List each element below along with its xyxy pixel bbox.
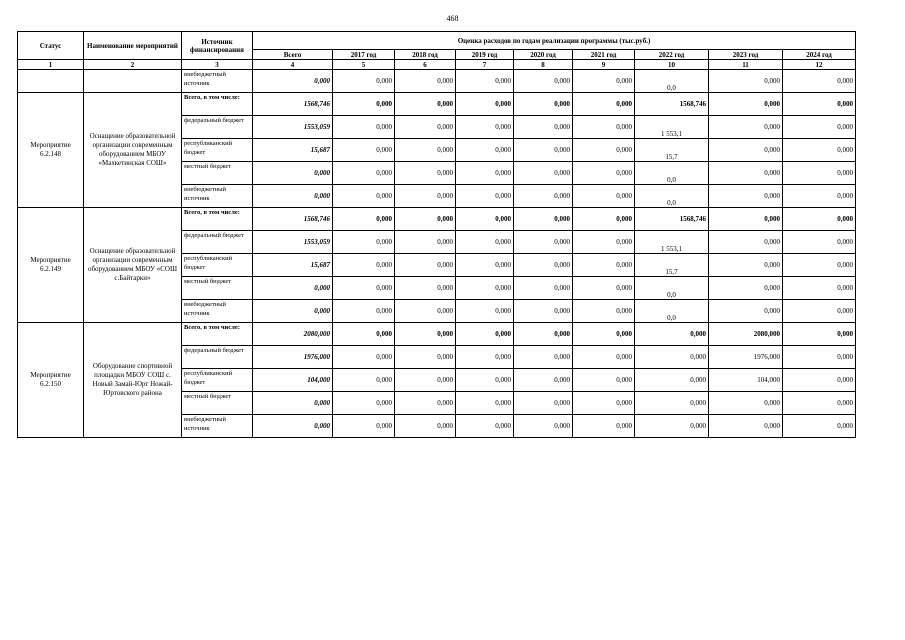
- value-cell: 0,000: [456, 93, 514, 116]
- value-cell: 0,000: [333, 116, 395, 139]
- total-cell: 15,687: [253, 254, 333, 277]
- value-cell: 0,000: [395, 139, 456, 162]
- value-cell: 0,000: [783, 231, 856, 254]
- value-cell: 0,000: [456, 415, 514, 438]
- value-cell: 104,000: [709, 369, 783, 392]
- header-year: 2021 год: [573, 50, 635, 60]
- source-cell: Всего, в том числе:: [182, 208, 253, 231]
- value-cell: 0,000: [456, 346, 514, 369]
- source-cell: местный бюджет: [182, 392, 253, 415]
- value-cell: 0,000: [573, 70, 635, 93]
- event-cell: [84, 70, 182, 93]
- value-cell: 0,000: [395, 208, 456, 231]
- value-cell: 0,000: [635, 392, 709, 415]
- value-cell: 0,000: [395, 277, 456, 300]
- total-cell: 1568,746: [253, 93, 333, 116]
- value-cell: 0,000: [783, 369, 856, 392]
- value-cell: 0,000: [395, 70, 456, 93]
- value-cell: 0,000: [395, 254, 456, 277]
- value-cell: 0,000: [514, 231, 573, 254]
- source-cell: внебюджетный источник: [182, 70, 253, 93]
- value-cell: 0,000: [456, 277, 514, 300]
- header-year: 2022 год: [635, 50, 709, 60]
- total-cell: 104,000: [253, 369, 333, 392]
- value-cell: 0,000: [456, 392, 514, 415]
- source-cell: федеральный бюджет: [182, 116, 253, 139]
- value-cell: 0,0: [635, 162, 709, 185]
- total-cell: 1553,059: [253, 231, 333, 254]
- value-cell: 0,000: [573, 415, 635, 438]
- table-row: [18, 208, 856, 231]
- header-year: 2017 год: [333, 50, 395, 60]
- value-cell: 0,0: [635, 70, 709, 93]
- value-cell: 0,000: [514, 277, 573, 300]
- header-year: 2020 год: [514, 50, 573, 60]
- value-cell: 15,7: [635, 254, 709, 277]
- total-cell: 0,000: [253, 277, 333, 300]
- status-cell: [18, 70, 84, 93]
- column-number: 2: [84, 60, 182, 70]
- value-cell: 0,000: [783, 116, 856, 139]
- value-cell: 0,000: [456, 185, 514, 208]
- header-year: 2018 год: [395, 50, 456, 60]
- total-cell: 1568,746: [253, 208, 333, 231]
- value-cell: 1 553,1: [635, 231, 709, 254]
- value-cell: 0,000: [783, 392, 856, 415]
- value-cell: 0,0: [635, 185, 709, 208]
- value-cell: 0,000: [709, 116, 783, 139]
- value-cell: 0,000: [333, 300, 395, 323]
- column-number: 4: [253, 60, 333, 70]
- column-number: 7: [456, 60, 514, 70]
- value-cell: 0,000: [395, 346, 456, 369]
- value-cell: 0,000: [395, 415, 456, 438]
- value-cell: 0,000: [514, 139, 573, 162]
- header-year: 2023 год: [709, 50, 783, 60]
- value-cell: 0,000: [333, 162, 395, 185]
- total-cell: 0,000: [253, 70, 333, 93]
- value-cell: 1568,746: [635, 208, 709, 231]
- value-cell: 0,000: [333, 415, 395, 438]
- value-cell: 0,000: [709, 392, 783, 415]
- source-cell: республиканский бюджет: [182, 139, 253, 162]
- total-cell: 1553,059: [253, 116, 333, 139]
- header-source: Источник финансирования: [182, 32, 253, 60]
- value-cell: 0,000: [456, 300, 514, 323]
- value-cell: 0,000: [709, 185, 783, 208]
- table-row: [18, 323, 856, 346]
- value-cell: 0,000: [783, 323, 856, 346]
- total-cell: 1976,000: [253, 346, 333, 369]
- value-cell: 0,000: [783, 185, 856, 208]
- value-cell: 0,000: [573, 93, 635, 116]
- total-cell: 0,000: [253, 415, 333, 438]
- value-cell: 0,000: [783, 254, 856, 277]
- value-cell: 0,000: [333, 93, 395, 116]
- value-cell: 0,000: [333, 346, 395, 369]
- value-cell: 0,000: [514, 70, 573, 93]
- value-cell: 0,000: [514, 208, 573, 231]
- value-cell: 0,000: [709, 254, 783, 277]
- value-cell: 0,000: [514, 346, 573, 369]
- value-cell: 0,000: [709, 208, 783, 231]
- source-cell: местный бюджет: [182, 277, 253, 300]
- value-cell: 0,000: [573, 139, 635, 162]
- value-cell: 0,000: [456, 139, 514, 162]
- source-cell: федеральный бюджет: [182, 231, 253, 254]
- value-cell: 0,000: [709, 415, 783, 438]
- value-cell: 0,000: [514, 392, 573, 415]
- value-cell: 0,000: [456, 369, 514, 392]
- value-cell: 0,000: [456, 208, 514, 231]
- value-cell: 0,000: [333, 70, 395, 93]
- source-cell: Всего, в том числе:: [182, 323, 253, 346]
- value-cell: 0,000: [709, 93, 783, 116]
- value-cell: 0,000: [573, 254, 635, 277]
- value-cell: 0,000: [573, 323, 635, 346]
- value-cell: 0,0: [635, 277, 709, 300]
- value-cell: 0,000: [456, 162, 514, 185]
- value-cell: 0,000: [573, 300, 635, 323]
- value-cell: 0,000: [573, 369, 635, 392]
- value-cell: 0,000: [333, 369, 395, 392]
- value-cell: 0,000: [573, 231, 635, 254]
- value-cell: 0,000: [514, 185, 573, 208]
- value-cell: 0,000: [456, 323, 514, 346]
- value-cell: 0,000: [635, 346, 709, 369]
- column-number: 11: [709, 60, 783, 70]
- total-cell: 15,687: [253, 139, 333, 162]
- value-cell: 0,000: [783, 93, 856, 116]
- value-cell: 0,000: [573, 162, 635, 185]
- column-number: 5: [333, 60, 395, 70]
- value-cell: 0,000: [514, 415, 573, 438]
- source-cell: местный бюджет: [182, 162, 253, 185]
- total-cell: 0,000: [253, 392, 333, 415]
- column-number: 9: [573, 60, 635, 70]
- event-cell: Оснащение образовательной организации современным оборудованием МБОУ «СОШ с.Байтарки»: [84, 208, 182, 323]
- value-cell: 0,000: [573, 346, 635, 369]
- value-cell: 0,000: [456, 231, 514, 254]
- value-cell: 1976,000: [709, 346, 783, 369]
- value-cell: 0,000: [783, 415, 856, 438]
- value-cell: 0,000: [514, 323, 573, 346]
- value-cell: 0,000: [514, 93, 573, 116]
- value-cell: 0,000: [783, 70, 856, 93]
- value-cell: 0,000: [456, 254, 514, 277]
- expenditure-table: [17, 31, 856, 438]
- table-row: [18, 70, 856, 93]
- value-cell: 0,000: [573, 208, 635, 231]
- value-cell: 0,000: [333, 231, 395, 254]
- value-cell: 2080,000: [709, 323, 783, 346]
- value-cell: 0,000: [514, 300, 573, 323]
- source-cell: республиканский бюджет: [182, 254, 253, 277]
- value-cell: 0,000: [333, 323, 395, 346]
- value-cell: 0,000: [333, 254, 395, 277]
- header-year: 2019 год: [456, 50, 514, 60]
- value-cell: 0,000: [783, 139, 856, 162]
- value-cell: 0,000: [333, 392, 395, 415]
- source-cell: внебюджетный источник: [182, 185, 253, 208]
- header-status: Статус: [18, 32, 84, 60]
- value-cell: 0,000: [333, 208, 395, 231]
- column-number: 1: [18, 60, 84, 70]
- total-cell: 0,000: [253, 300, 333, 323]
- value-cell: 0,000: [514, 369, 573, 392]
- value-cell: 1 553,1: [635, 116, 709, 139]
- value-cell: 0,000: [635, 369, 709, 392]
- source-cell: федеральный бюджет: [182, 346, 253, 369]
- value-cell: 0,000: [783, 162, 856, 185]
- value-cell: 0,000: [514, 162, 573, 185]
- event-cell: Оснащение образовательной организации современным оборудованием МБОУ «Махкетинская СОШ»: [84, 93, 182, 208]
- value-cell: 0,000: [709, 300, 783, 323]
- value-cell: 0,000: [514, 116, 573, 139]
- value-cell: 0,000: [709, 139, 783, 162]
- status-cell: Мероприятие 6.2.148: [18, 93, 84, 208]
- value-cell: 0,000: [395, 392, 456, 415]
- page-number: 468: [446, 14, 459, 23]
- value-cell: 0,000: [395, 162, 456, 185]
- value-cell: 0,000: [395, 323, 456, 346]
- value-cell: 0,000: [333, 185, 395, 208]
- value-cell: 1568,746: [635, 93, 709, 116]
- value-cell: 0,000: [573, 116, 635, 139]
- value-cell: 0,000: [783, 300, 856, 323]
- total-cell: 0,000: [253, 162, 333, 185]
- value-cell: 0,000: [395, 369, 456, 392]
- value-cell: 0,000: [783, 208, 856, 231]
- column-number: 6: [395, 60, 456, 70]
- column-number: 12: [783, 60, 856, 70]
- total-cell: 0,000: [253, 185, 333, 208]
- value-cell: 0,000: [635, 415, 709, 438]
- value-cell: 15,7: [635, 139, 709, 162]
- column-number: 8: [514, 60, 573, 70]
- column-number: 3: [182, 60, 253, 70]
- header-estimate: Оценка расходов по годам реализации программы (тыс.руб.): [253, 32, 856, 50]
- value-cell: 0,000: [573, 185, 635, 208]
- header-year: Всего: [253, 50, 333, 60]
- value-cell: 0,000: [333, 277, 395, 300]
- value-cell: 0,000: [709, 231, 783, 254]
- value-cell: 0,000: [709, 162, 783, 185]
- value-cell: 0,000: [514, 254, 573, 277]
- source-cell: внебюджетный источник: [182, 300, 253, 323]
- source-cell: Всего, в том числе:: [182, 93, 253, 116]
- value-cell: 0,000: [456, 116, 514, 139]
- value-cell: 0,000: [395, 185, 456, 208]
- value-cell: 0,000: [395, 116, 456, 139]
- value-cell: 0,000: [573, 392, 635, 415]
- event-cell: Оборудование спортивной площадки МБОУ СОШ с. Новый Замай-Юрт Ножай-Юртовского района: [84, 323, 182, 438]
- value-cell: 0,000: [635, 323, 709, 346]
- value-cell: 0,000: [573, 277, 635, 300]
- column-number: 10: [635, 60, 709, 70]
- value-cell: 0,000: [456, 70, 514, 93]
- value-cell: 0,000: [709, 277, 783, 300]
- value-cell: 0,000: [709, 70, 783, 93]
- value-cell: 0,000: [333, 139, 395, 162]
- total-cell: 2080,000: [253, 323, 333, 346]
- value-cell: 0,000: [395, 231, 456, 254]
- source-cell: республиканский бюджет: [182, 369, 253, 392]
- status-cell: Мероприятие 6.2.150: [18, 323, 84, 438]
- header-year: 2024 год: [783, 50, 856, 60]
- table-row: [18, 93, 856, 116]
- source-cell: внебюджетный источник: [182, 415, 253, 438]
- value-cell: 0,0: [635, 300, 709, 323]
- value-cell: 0,000: [395, 300, 456, 323]
- value-cell: 0,000: [783, 346, 856, 369]
- status-cell: Мероприятие 6.2.149: [18, 208, 84, 323]
- value-cell: 0,000: [395, 93, 456, 116]
- header-event: Наименование мероприятий: [84, 32, 182, 60]
- value-cell: 0,000: [783, 277, 856, 300]
